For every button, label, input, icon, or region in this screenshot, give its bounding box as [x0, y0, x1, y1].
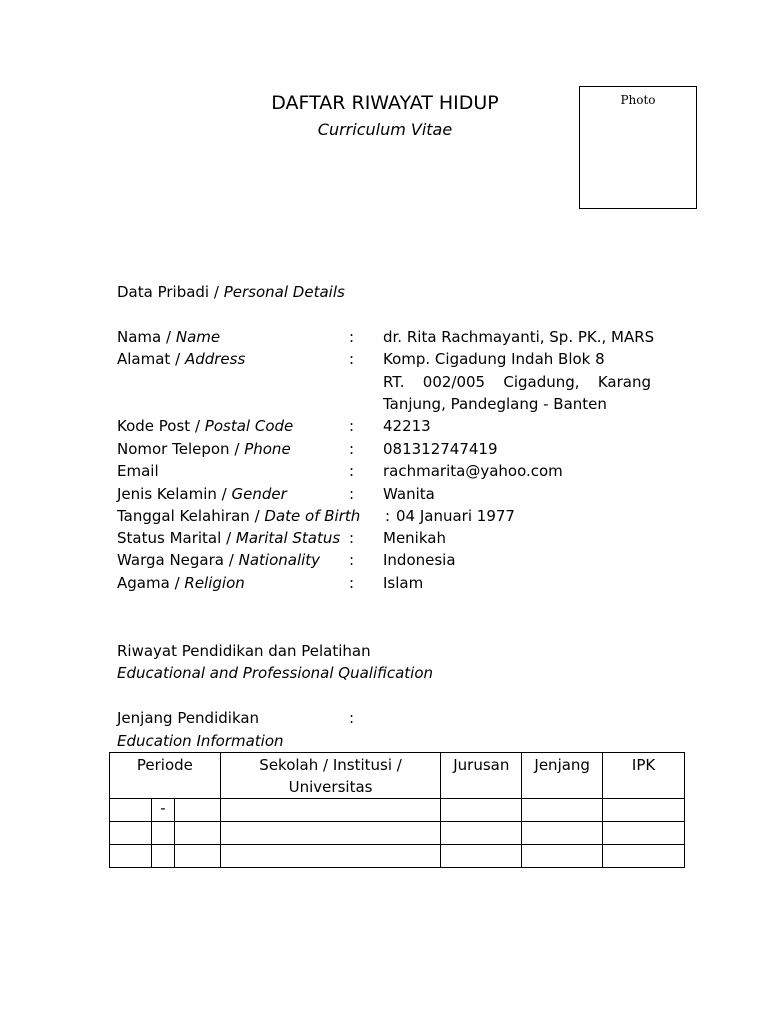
- field-colon: :: [349, 328, 355, 346]
- education-level-colon: :: [349, 709, 355, 727]
- personal-section-label: Data Pribadi: [117, 283, 210, 301]
- field-colon: :: [349, 462, 355, 480]
- field-colon: :: [385, 507, 391, 525]
- field-label-en: Phone: [244, 440, 291, 458]
- table-cell[interactable]: [603, 799, 685, 822]
- personal-section-heading: [117, 281, 345, 303]
- field-value: Indonesia: [383, 551, 456, 569]
- field-value: 081312747419: [383, 440, 498, 458]
- field-label-en: Name: [175, 328, 221, 346]
- education-section-heading-en: Educational and Professional Qualification: [117, 664, 434, 682]
- field-sep: /: [175, 350, 181, 368]
- photo-box: [579, 86, 697, 209]
- table-cell[interactable]: [174, 799, 220, 822]
- table-cell[interactable]: [441, 822, 522, 845]
- field-colon: :: [349, 485, 355, 503]
- field-label-en: Date of Birth: [264, 507, 361, 525]
- field-value: Menikah: [383, 529, 446, 547]
- page-subtitle: Curriculum Vitae: [317, 120, 453, 139]
- field-colon: :: [349, 440, 355, 458]
- table-cell[interactable]: [441, 845, 522, 868]
- header-ipk: IPK: [603, 753, 685, 799]
- photo-label: Photo: [620, 93, 656, 107]
- table-cell[interactable]: [110, 799, 152, 822]
- header-jurusan: Jurusan: [441, 753, 522, 799]
- field-label: Nama: [117, 328, 162, 346]
- header-institution: Sekolah / Institusi / Universitas: [220, 753, 441, 799]
- address-value: [383, 348, 651, 416]
- header-jenjang: Jenjang: [522, 753, 603, 799]
- field-label: Nomor Telepon: [117, 440, 230, 458]
- page-title: DAFTAR RIWAYAT HIDUP: [271, 92, 499, 114]
- field-sep: /: [174, 574, 180, 592]
- personal-section-label-en: Personal Details: [223, 283, 345, 301]
- field-sep: /: [194, 417, 201, 435]
- table-row: [110, 822, 685, 845]
- field-value: 42213: [383, 417, 431, 435]
- field-label: Kode Post: [117, 417, 191, 435]
- table-cell[interactable]: [441, 799, 522, 822]
- table-cell[interactable]: [522, 799, 603, 822]
- table-cell[interactable]: [603, 822, 685, 845]
- education-info-label: Education Information: [117, 732, 284, 750]
- field-label: Agama: [117, 574, 170, 592]
- table-cell[interactable]: [522, 845, 603, 868]
- field-colon: :: [349, 417, 355, 435]
- table-cell[interactable]: [151, 822, 174, 845]
- education-section-heading: Riwayat Pendidikan dan Pelatihan: [117, 642, 371, 660]
- table-cell[interactable]: [220, 799, 441, 822]
- table-cell[interactable]: [522, 822, 603, 845]
- field-sep: /: [234, 440, 240, 458]
- field-colon: :: [349, 350, 355, 368]
- field-label-en: Address: [184, 350, 246, 368]
- header-periode: Periode: [110, 753, 221, 799]
- table-cell[interactable]: [151, 845, 174, 868]
- field-colon: :: [349, 551, 355, 569]
- field-label-en: Marital Status: [235, 529, 341, 547]
- table-header-row: [110, 753, 685, 799]
- table-cell[interactable]: [174, 822, 220, 845]
- table-row: [110, 799, 685, 822]
- table-row: [110, 845, 685, 868]
- field-label: Email: [117, 462, 159, 480]
- field-value: Islam: [383, 574, 424, 592]
- cv-header: [160, 92, 610, 141]
- table-cell[interactable]: [220, 845, 441, 868]
- period-dash: -: [151, 799, 174, 822]
- field-sep: /: [221, 485, 227, 503]
- table-cell[interactable]: [110, 822, 152, 845]
- field-value: 04 Januari 1977: [396, 507, 515, 525]
- field-value: dr. Rita Rachmayanti, Sp. PK., MARS: [383, 328, 655, 346]
- table-cell[interactable]: [220, 822, 441, 845]
- field-value: Wanita: [383, 485, 435, 503]
- field-sep: /: [228, 551, 234, 569]
- field-label-en: Gender: [231, 485, 287, 503]
- field-label-en: Nationality: [238, 551, 321, 569]
- field-label: Jenis Kelamin: [117, 485, 217, 503]
- field-colon: :: [349, 574, 355, 592]
- education-level-label: Jenjang Pendidikan: [117, 709, 260, 727]
- field-label-en: Religion: [184, 574, 245, 592]
- education-table: [109, 752, 685, 868]
- table-cell[interactable]: [603, 845, 685, 868]
- table-cell[interactable]: [174, 845, 220, 868]
- address-line-2: RT. 002/005 Cigadung, Karang: [383, 372, 651, 391]
- address-line-1: Komp. Cigadung Indah Blok 8: [383, 350, 605, 368]
- field-label-en: Postal Code: [204, 417, 294, 435]
- field-label: Tanggal Kelahiran: [117, 507, 250, 525]
- field-value: rachmarita@yahoo.com: [383, 462, 563, 480]
- field-sep: /: [226, 529, 232, 547]
- field-sep: /: [254, 507, 260, 525]
- field-colon: :: [349, 529, 355, 547]
- address-line-3: Tanjung, Pandeglang - Banten: [383, 395, 607, 413]
- table-cell[interactable]: [110, 845, 152, 868]
- field-label: Status Marital: [117, 529, 222, 547]
- field-label: Alamat: [117, 350, 171, 368]
- personal-section-sep: /: [213, 283, 219, 301]
- field-label: Warga Negara: [117, 551, 224, 569]
- field-sep: /: [166, 328, 172, 346]
